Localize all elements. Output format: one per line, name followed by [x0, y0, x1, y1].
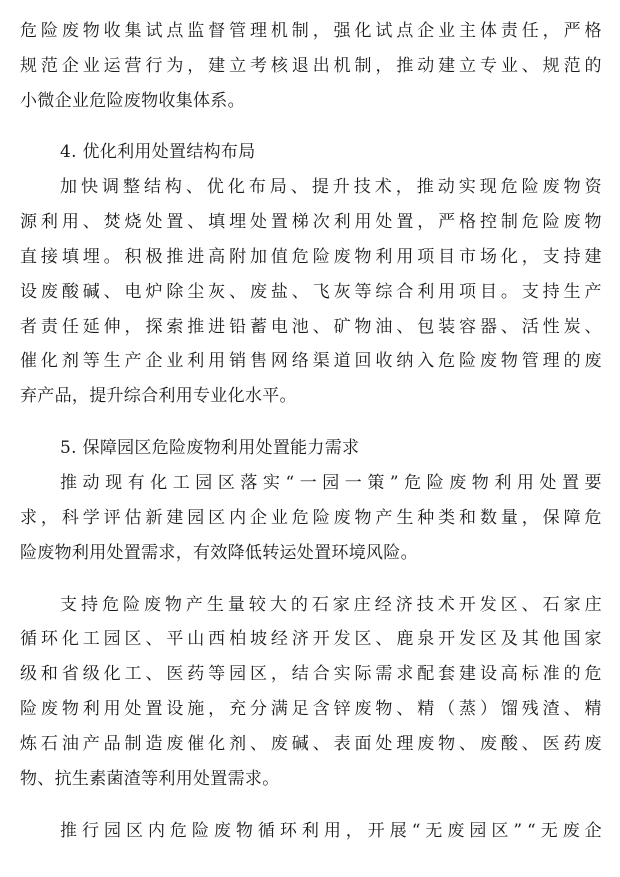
text-line: 级 和 省 级 化 工 、 医 药 等 园 区 ， 结 合 实 际 需 求 配 套 建 设 高 标 准 的 危: [20, 664, 602, 685]
text-line: 循 环 化 工 园 区 、 平 山 西 柏 坡 经 济 开 发 区 、 鹿 泉 开 发 区 及 其 他 国 家: [20, 629, 602, 650]
text-line: 5. 保障园区危险废物利用处置能力需求: [60, 438, 360, 458]
text-line: 小微企业危险废物收集体系。: [20, 90, 245, 111]
text-line: 炼 石 油 产 品 制 造 废 催 化 剂 、 废 碱 、 表 面 处 理 废 物 、 废 酸 、 医 药 废: [20, 734, 602, 755]
text-line: 推 动 现 有 化 工 园 区 落 实 “ 一 园 一 策 ” 危 险 废 物 利 用 处 置 要: [60, 472, 602, 493]
text-line: 支 持 危 险 废 物 产 生 量 较 大 的 石 家 庄 经 济 技 术 开 发 区 、 石 家 庄: [60, 594, 602, 615]
text-line: 危 险 废 物 收 集 试 点 监 督 管 理 机 制 ， 强 化 试 点 企 业 主 体 责 任 ， 严 格: [20, 21, 602, 41]
text-line: 推 行 园 区 内 危 险 废 物 循 环 利 用 ， 开 展 “ 无 废 园 区 ” “ 无 废 企: [60, 821, 602, 841]
text-line: 险废物利用处置需求，有效降低转运处置环境风险。: [20, 542, 418, 563]
text-line: 弃产品，提升综合利用专业化水平。: [20, 386, 297, 407]
text-line: 催 化 剂 等 生 产 企 业 利 用 销 售 网 络 渠 道 回 收 纳 入 危 险 废 物 管 理 的 废: [20, 351, 602, 372]
text-line: 规 范 企 业 运 营 行 为 ， 建 立 考 核 退 出 机 制 ， 推 动 建 立 专 业 、 规 范 的: [20, 55, 602, 76]
text-line: 求 ， 科 学 评 估 新 建 园 区 内 企 业 危 险 废 物 产 生 种 类 和 数 量 ， 保 障 危: [20, 507, 602, 528]
text-line: 险 废 物 利 用 处 置 设 施 ， 充 分 满 足 含 锌 废 物 、 精 （ 蒸 ） 馏 残 渣 、 精: [20, 699, 602, 720]
text-line: 物、抗生素菌渣等利用处置需求。: [20, 769, 280, 789]
text-line: 4. 优化利用处置结构布局: [60, 142, 256, 162]
text-line: 加 快 调 整 结 构 、 优 化 布 局 、 提 升 技 术 ， 推 动 实 现 危 险 废 物 资: [60, 176, 602, 197]
text-line: 者 责 任 延 伸 ， 探 索 推 进 铅 蓄 电 池 、 矿 物 油 、 包 装 容 器 、 活 性 炭 、: [20, 316, 602, 337]
text-line: 设 废 酸 碱 、 电 炉 除 尘 灰 、 废 盐 、 飞 灰 等 综 合 利 用 项 目 。 支 持 生 产: [20, 281, 602, 302]
text-line: 源 利 用 、 焚 烧 处 置 、 填 埋 处 置 梯 次 利 用 处 置 ， 严 格 控 制 危 险 废 物: [20, 211, 602, 232]
text-line: 直 接 填 埋 。 积 极 推 进 高 附 加 值 危 险 废 物 利 用 项 目 市 场 化 ， 支 持 建: [20, 246, 602, 267]
